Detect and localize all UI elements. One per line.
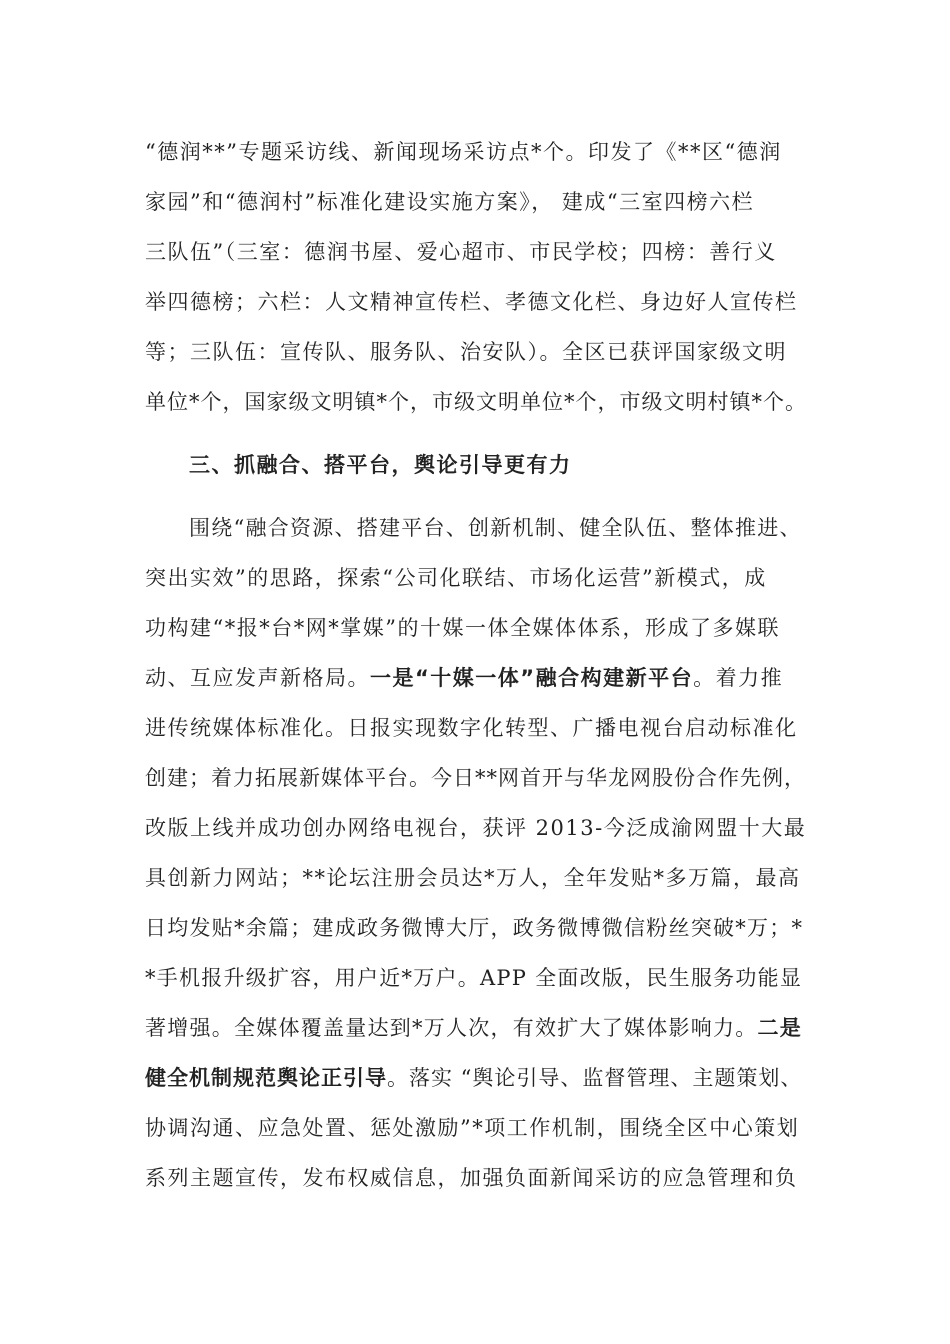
bold-text-run: 一是“十媒一体”融合构建新平台 [370,666,694,690]
paragraph-line [145,1016,802,1040]
paragraph-line: 三队伍”（三室：德润书屋、爱心超市、市民学校；四榜：善行义 [145,240,777,264]
paragraph-line: 创建；着力拓展新媒体平台。今日**网首开与华龙网股份合作先例， [145,766,806,790]
paragraph-line: 突出实效”的思路，探索“公司化联结、市场化运营”新模式，成 [145,566,767,590]
section-heading: 三、抓融合、搭平台，舆论引导更有力 [189,453,572,477]
paragraph-line: *手机报升级扩容，用户近*万户。APP 全面改版，民生服务功能显 [145,966,803,990]
text-run: 著增强。全媒体覆盖量达到*万人次，有效扩大了媒体影响力。 [145,1016,758,1040]
paragraph-line [145,666,783,690]
paragraph-line: 改版上线并成功创办网络电视台，获评 2013-今泛成渝网盟十大最 [145,816,807,840]
text-run: 。落实 “舆论引导、监督管理、主题策划、 [387,1066,803,1090]
paragraph-line: 日均发贴*余篇；建成政务微博大厅，政务微博微信粉丝突破*万；* [145,916,804,940]
paragraph-line: 协调沟通、应急处置、惩处激励”*项工作机制，围绕全区中心策划 [145,1116,800,1140]
paragraph-line: 单位*个，国家级文明镇*个，市级文明单位*个，市级文明村镇*个。 [145,390,807,414]
paragraph-line: 进传统媒体标准化。日报实现数字化转型、广播电视台启动标准化 [145,716,798,740]
bold-text-run: 健全机制规范舆论正引导 [145,1066,387,1090]
paragraph-line: 举四德榜；六栏：人文精神宣传栏、孝德文化栏、身边好人宣传栏 [145,290,798,314]
text-run: 。着力推 [693,666,784,690]
bold-text-run: 二是 [757,1016,802,1040]
paragraph-line: 功构建“*报*台*网*掌媒”的十媒一体全媒体体系，形成了多媒联 [145,616,780,640]
paragraph-line: 系列主题宣传，发布权威信息，加强负面新闻采访的应急管理和负 [145,1166,798,1190]
paragraph-line: 围绕“融合资源、搭建平台、创新机制、健全队伍、整体推进、 [189,516,802,540]
paragraph-line: 家园”和“德润村”标准化建设实施方案》， 建成“三室四榜六栏 [145,190,755,214]
paragraph-line [145,1066,802,1090]
paragraph-line: 具创新力网站；**论坛注册会员达*万人，全年发贴*多万篇，最高 [145,866,801,890]
paragraph-line: 等；三队伍：宣传队、服务队、治安队）。全区已获评国家级文明 [145,340,787,364]
text-run: 动、互应发声新格局。 [145,666,370,690]
paragraph-line: “德润**”专题采访线、新闻现场采访点*个。印发了《**区“德润 [145,140,782,164]
